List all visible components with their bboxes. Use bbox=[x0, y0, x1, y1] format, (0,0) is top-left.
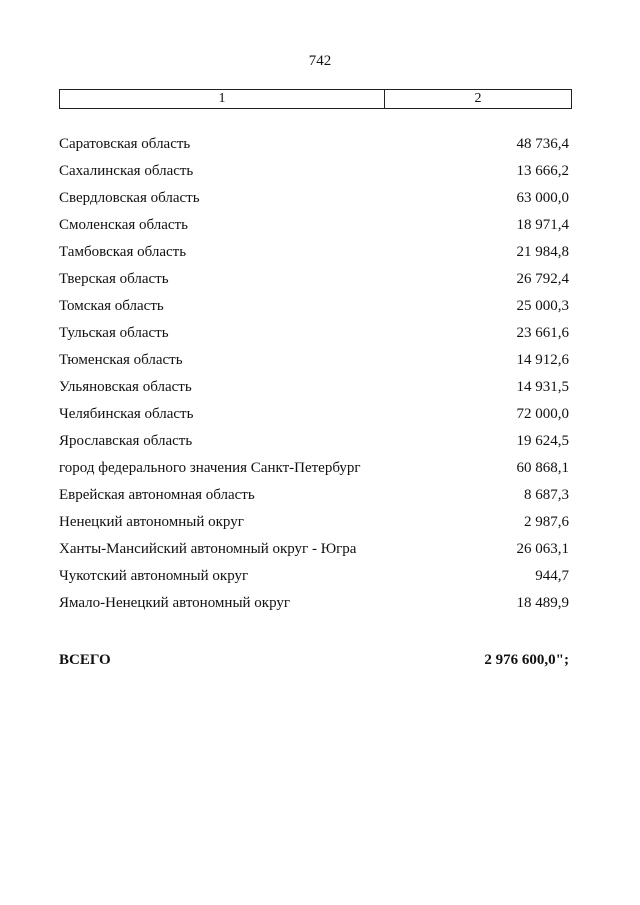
region-name: Тюменская область bbox=[59, 352, 183, 368]
table-row bbox=[59, 269, 569, 296]
region-name: Челябинская область bbox=[59, 406, 194, 422]
region-name: Ненецкий автономный округ bbox=[59, 514, 244, 530]
table-row bbox=[59, 161, 569, 188]
region-name: город федерального значения Санкт-Петербург bbox=[59, 460, 361, 476]
region-value: 18 971,4 bbox=[516, 217, 569, 233]
region-name: Ямало-Ненецкий автономный округ bbox=[59, 595, 291, 611]
column-header-2: 2 bbox=[474, 91, 482, 106]
region-name: Ханты-Мансийский автономный округ - Югра bbox=[59, 541, 357, 557]
region-value: 48 736,4 bbox=[516, 136, 569, 152]
table-row bbox=[59, 431, 569, 458]
region-value: 25 000,3 bbox=[516, 298, 569, 314]
table-row bbox=[59, 485, 569, 512]
region-value: 19 624,5 bbox=[516, 433, 569, 449]
table-row bbox=[59, 593, 569, 620]
region-value: 26 792,4 bbox=[516, 271, 569, 287]
table-row bbox=[59, 458, 569, 485]
region-name: Саратовская область bbox=[59, 136, 191, 152]
region-value: 14 912,6 bbox=[516, 352, 569, 368]
region-value: 72 000,0 bbox=[516, 406, 569, 422]
region-name: Тамбовская область bbox=[59, 244, 187, 260]
region-value: 60 868,1 bbox=[516, 460, 569, 476]
region-value: 8 687,3 bbox=[524, 487, 569, 503]
region-value: 21 984,8 bbox=[516, 244, 569, 260]
region-value: 18 489,9 bbox=[516, 595, 569, 611]
region-name: Чукотский автономный округ bbox=[59, 568, 249, 584]
table-row bbox=[59, 404, 569, 431]
region-name: Свердловская область bbox=[59, 190, 200, 206]
total-label: ВСЕГО bbox=[59, 652, 111, 668]
table-row bbox=[59, 296, 569, 323]
table-row bbox=[59, 566, 569, 593]
column-header-table bbox=[59, 89, 572, 109]
table-row bbox=[59, 134, 569, 161]
region-value: 944,7 bbox=[535, 568, 569, 584]
total-value: 2 976 600,0"; bbox=[484, 652, 569, 668]
region-value: 13 666,2 bbox=[516, 163, 569, 179]
table-row bbox=[59, 242, 569, 269]
region-name: Сахалинская область bbox=[59, 163, 194, 179]
region-name: Тверская область bbox=[59, 271, 169, 287]
region-name: Тульская область bbox=[59, 325, 169, 341]
region-value: 26 063,1 bbox=[516, 541, 569, 557]
region-value: 14 931,5 bbox=[516, 379, 569, 395]
region-name: Томская область bbox=[59, 298, 164, 314]
region-value: 2 987,6 bbox=[524, 514, 569, 530]
table-row bbox=[59, 512, 569, 539]
region-name: Ярославская область bbox=[59, 433, 193, 449]
region-name: Ульяновская область bbox=[59, 379, 192, 395]
total-row bbox=[59, 650, 569, 670]
column-header-1: 1 bbox=[60, 90, 385, 108]
page-number: 742 bbox=[308, 53, 332, 69]
region-name: Еврейская автономная область bbox=[59, 487, 255, 503]
table-row bbox=[59, 323, 569, 350]
table-row bbox=[59, 350, 569, 377]
region-value: 63 000,0 bbox=[516, 190, 569, 206]
table-row bbox=[59, 188, 569, 215]
region-name: Смоленская область bbox=[59, 217, 188, 233]
table-row bbox=[59, 377, 569, 404]
table-row bbox=[59, 215, 569, 242]
region-value: 23 661,6 bbox=[516, 325, 569, 341]
table-row bbox=[59, 539, 569, 566]
region-list bbox=[59, 134, 569, 620]
